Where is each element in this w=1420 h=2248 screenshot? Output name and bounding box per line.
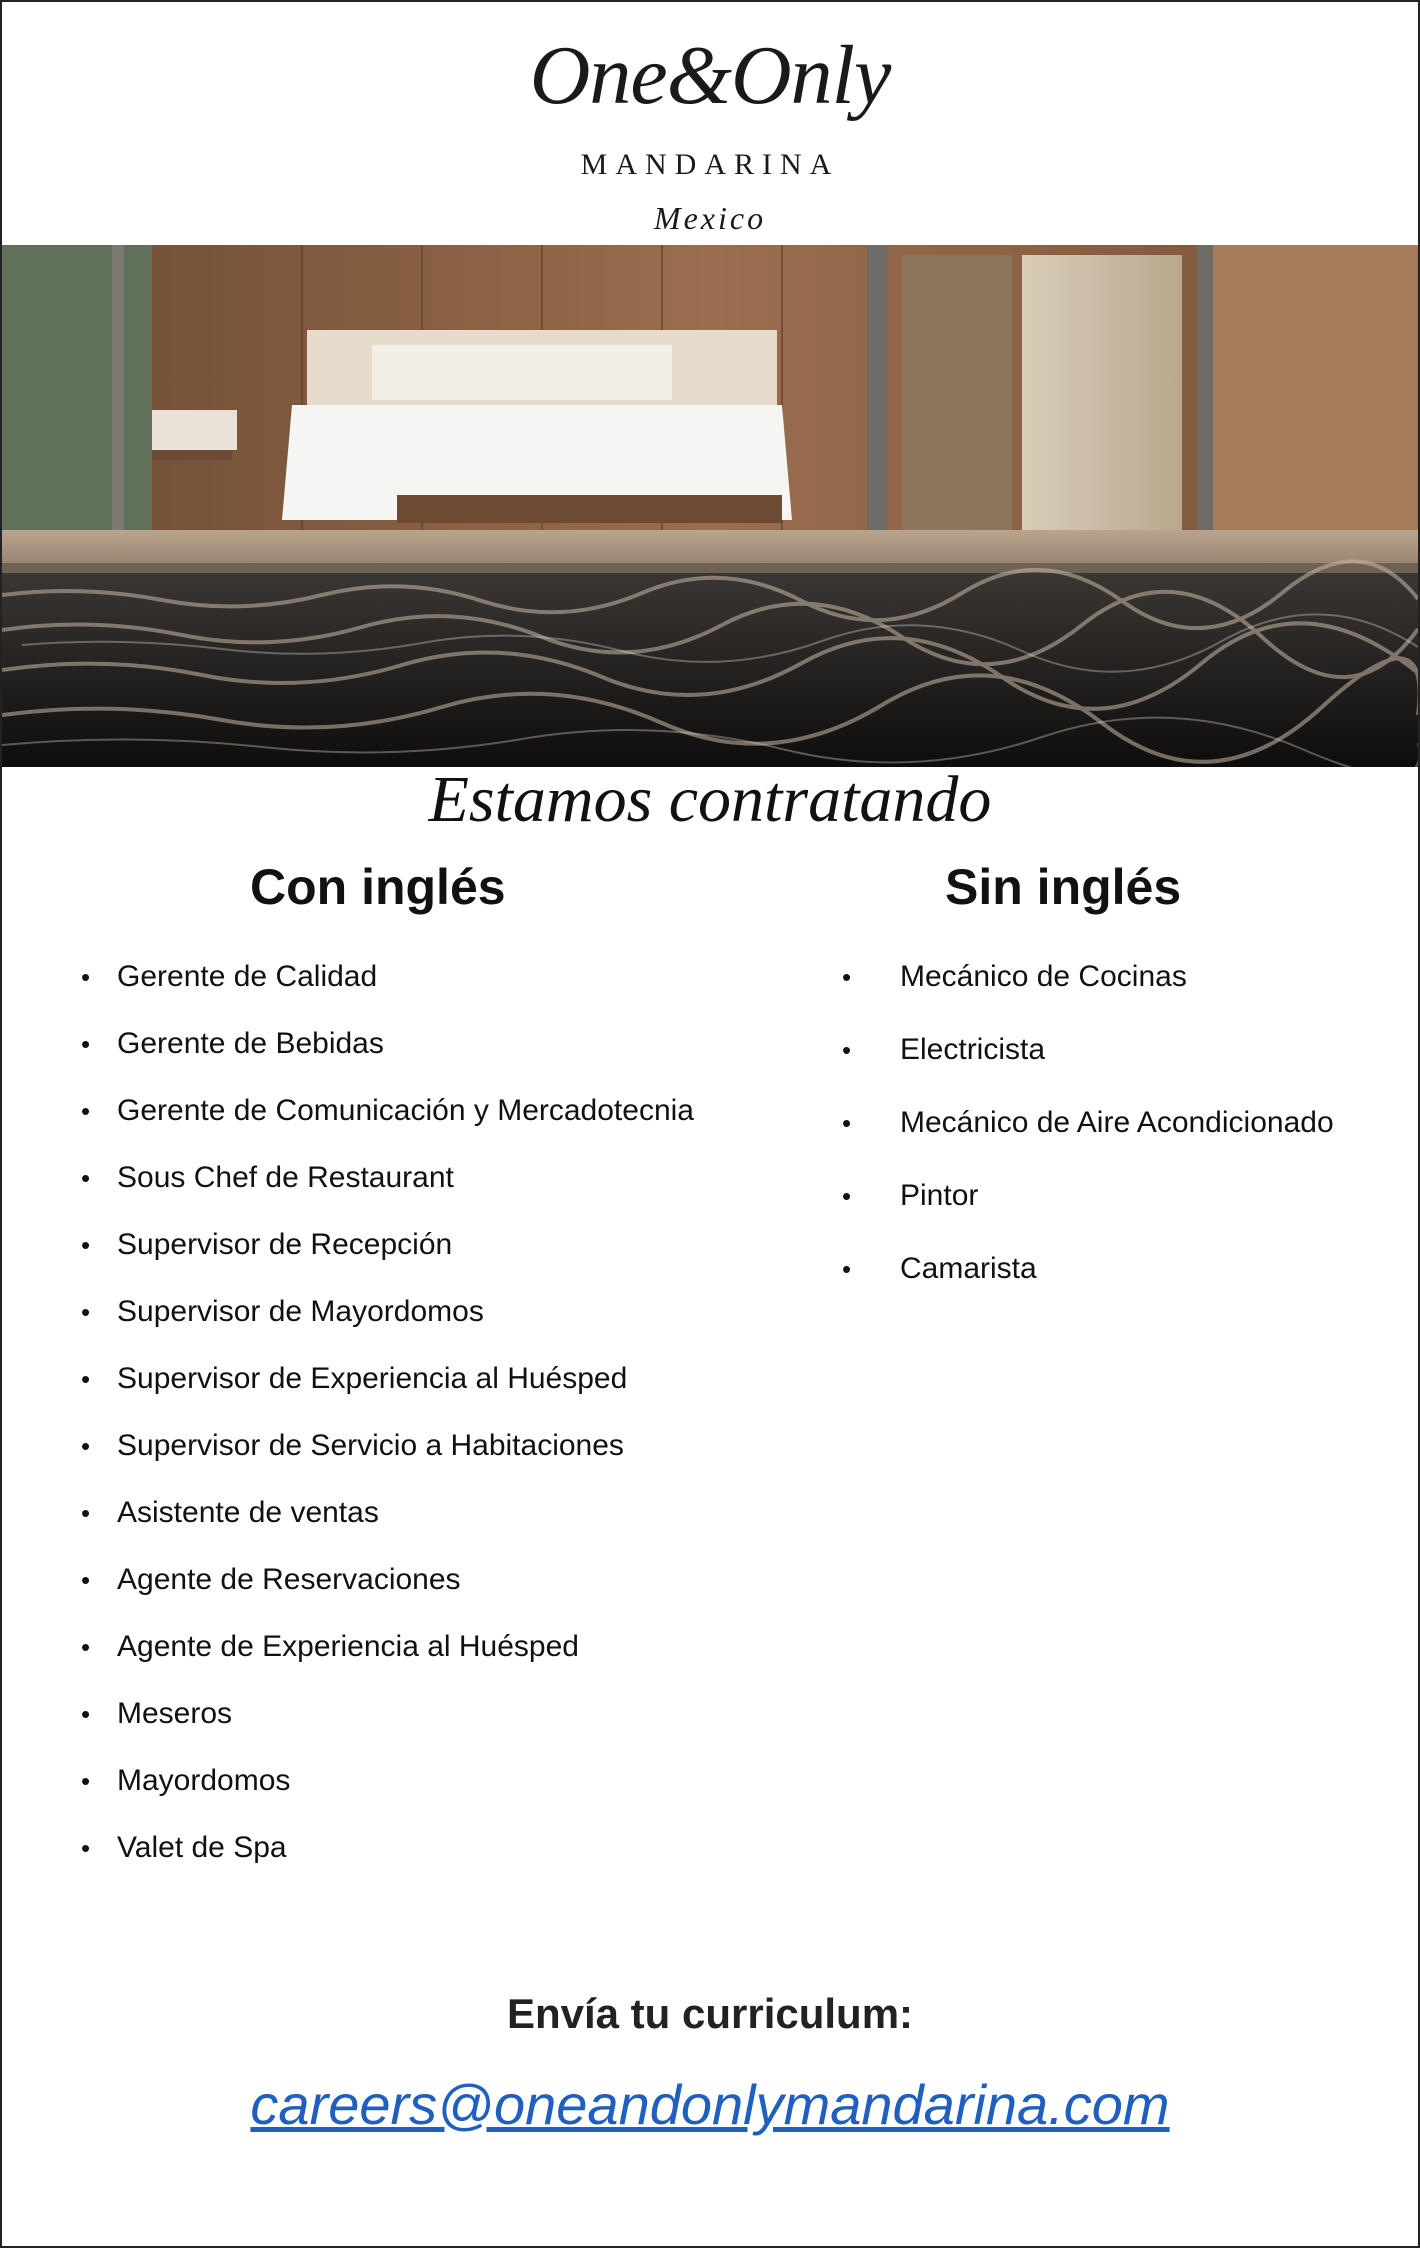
job-title: Meseros [117, 1697, 233, 1730]
cta-label: Envía tu curriculum: [506, 1990, 914, 2037]
list-item: • Agente de Experiencia al Huésped [81, 1630, 579, 1663]
job-title: Supervisor de Experiencia al Huésped [117, 1362, 628, 1395]
list-item: • Electricista [842, 1033, 1046, 1066]
list-item: • Pintor [842, 1179, 979, 1212]
list-item: • Meseros [81, 1697, 233, 1730]
list-item: • Supervisor de Mayordomos [81, 1295, 484, 1328]
list-item: • Agente de Reservaciones [81, 1563, 461, 1596]
list-item: • Supervisor de Experiencia al Huésped [81, 1362, 628, 1395]
list-item: • Valet de Spa [81, 1831, 287, 1864]
column-title-con-ingles: Con inglés [250, 859, 506, 915]
job-title: Camarista [900, 1252, 1037, 1285]
job-title: Gerente de Bebidas [117, 1027, 384, 1060]
job-list-sin-ingles [842, 959, 1334, 1324]
brand-logo: One&Only [529, 29, 891, 122]
headline: Estamos contratando [428, 763, 992, 836]
job-title: Pintor [900, 1179, 979, 1212]
list-item: • Gerente de Bebidas [81, 1027, 384, 1060]
job-title: Mayordomos [117, 1764, 291, 1797]
job-title: Sous Chef de Restaurant [117, 1161, 454, 1194]
list-item: • Mayordomos [81, 1764, 291, 1797]
job-title: Supervisor de Servicio a Habitaciones [117, 1429, 624, 1462]
brand-location: Mexico [653, 200, 767, 236]
careers-email-link[interactable]: careers@oneandonlymandarina.com [250, 2073, 1170, 2136]
list-item: • Mecánico de Aire Acondicionado [842, 1106, 1334, 1139]
job-title: Agente de Reservaciones [117, 1563, 461, 1596]
job-title: Gerente de Comunicación y Mercadotecnia [117, 1094, 694, 1127]
job-title: Mecánico de Cocinas [900, 960, 1187, 993]
list-item: • Gerente de Calidad [81, 960, 378, 993]
job-title: Gerente de Calidad [117, 960, 378, 993]
list-item: • Gerente de Comunicación y Mercadotecnia [81, 1094, 694, 1127]
job-title: Valet de Spa [117, 1831, 287, 1864]
hero-photo [2, 245, 1418, 767]
job-title: Supervisor de Mayordomos [117, 1295, 484, 1328]
brand-property: MANDARINA [580, 148, 840, 181]
list-item: • Sous Chef de Restaurant [81, 1161, 454, 1194]
job-title: Supervisor de Recepción [117, 1228, 453, 1261]
job-title: Asistente de ventas [117, 1496, 379, 1529]
list-item: • Supervisor de Servicio a Habitaciones [81, 1429, 624, 1462]
column-title-sin-ingles: Sin inglés [945, 859, 1182, 915]
list-item: • Supervisor de Recepción [81, 1228, 453, 1261]
list-item: • Mecánico de Cocinas [842, 960, 1187, 993]
job-title: Electricista [900, 1033, 1046, 1066]
job-list-con-ingles [81, 959, 694, 1897]
list-item: • Camarista [842, 1252, 1037, 1285]
list-item: • Asistente de ventas [81, 1496, 379, 1529]
job-title: Mecánico de Aire Acondicionado [900, 1106, 1334, 1139]
job-title: Agente de Experiencia al Huésped [117, 1630, 579, 1663]
